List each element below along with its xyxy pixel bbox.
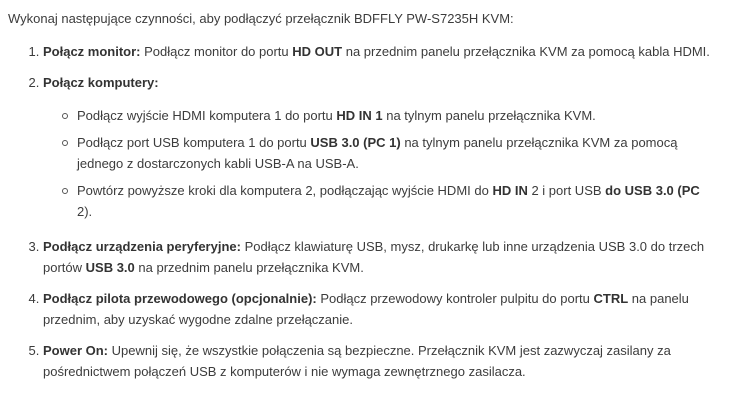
step-item: [43, 41, 735, 62]
substep-text: 2).: [77, 204, 93, 219]
step-title: Połącz monitor:: [43, 44, 141, 59]
port-label: CTRL: [593, 291, 629, 306]
steps-list: [8, 41, 735, 382]
port-label: USB 3.0: [85, 260, 135, 275]
step-text: na panelu przednim, aby uzyskać wygodne zdalne przełączanie.: [43, 291, 689, 327]
step-title: Podłącz pilota przewodowego (opcjonalnie):: [43, 291, 317, 306]
step-item: [43, 236, 735, 278]
port-label: USB 3.0 (PC 1): [310, 135, 401, 150]
step-item: [43, 340, 735, 382]
substep-item: [61, 180, 711, 222]
step-title: Połącz komputery:: [43, 75, 159, 90]
substep-text: Podłącz port USB komputera 1 do portu: [77, 135, 311, 150]
substep-item: [61, 132, 711, 174]
substep-text: 2 i port USB: [527, 183, 606, 198]
step-title: Podłącz urządzenia peryferyjne:: [43, 239, 241, 254]
step-text: Upewnij się, że wszystkie połączenia są bezpieczne. Przełącznik KVM jest zazwyczaj zasilany za pośrednictwem połączeń USB z komputerów i nie wymaga zewnętrznego zasilacza.: [43, 343, 671, 379]
step-text: na przednim panelu przełącznika KVM.: [134, 260, 364, 275]
port-label: HD IN 1: [336, 108, 383, 123]
step-item: [43, 72, 735, 222]
substeps-list: [43, 105, 711, 222]
step-text: Podłącz przewodowy kontroler pulpitu do portu: [316, 291, 594, 306]
substep-item: [61, 105, 711, 126]
substep-text: Podłącz wyjście HDMI komputera 1 do portu: [77, 108, 337, 123]
step-text: na przednim panelu przełącznika KVM za pomocą kabla HDMI.: [342, 44, 710, 59]
port-label: HD IN: [492, 183, 528, 198]
step-item: [43, 288, 735, 330]
port-label: HD OUT: [292, 44, 343, 59]
substep-text: na tylnym panelu przełącznika KVM.: [382, 108, 596, 123]
step-text: Podłącz klawiaturę USB, mysz, drukarkę lub inne urządzenia USB 3.0 do trzech portów: [43, 239, 705, 275]
substep-text: Powtórz powyższe kroki dla komputera 2, podłączając wyjście HDMI do: [77, 183, 493, 198]
substep-text: na tylnym panelu przełącznika KVM za pomocą jednego z dostarczonych kabli USB-A na USB-A.: [77, 135, 678, 171]
intro-text: Wykonaj następujące czynności, aby podłączyć przełącznik BDFFLY PW-S7235H KVM:: [8, 11, 514, 26]
step-title: Power On:: [43, 343, 109, 358]
step-text: Podłącz monitor do portu: [140, 44, 293, 59]
port-label: do USB 3.0 (PC: [605, 183, 700, 198]
